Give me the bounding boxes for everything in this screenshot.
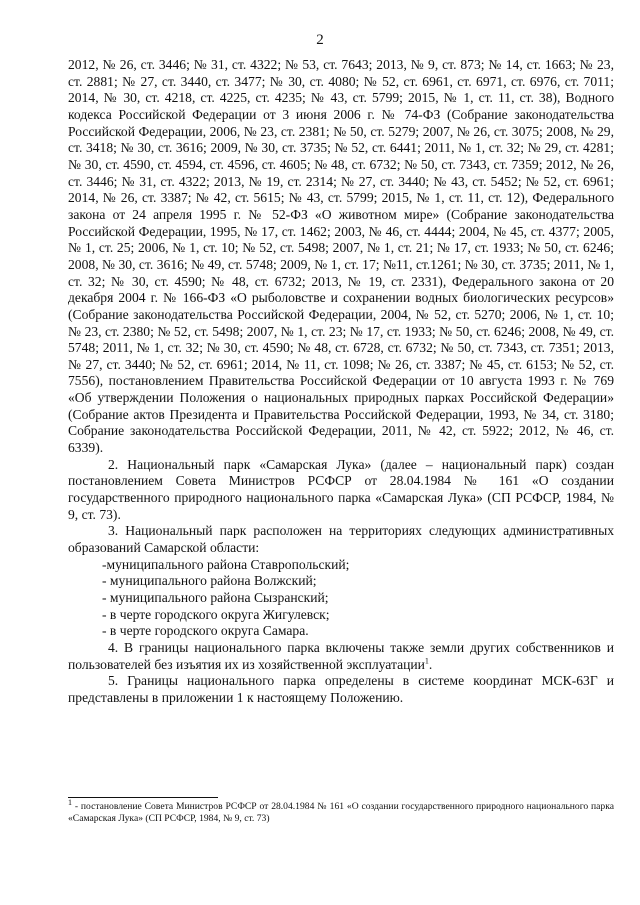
footnote-mark: 1 [68, 797, 72, 807]
paragraph-3: 3. Национальный парк расположен на территориях следующих административных образований Самарской области: [68, 523, 614, 556]
footnote-text: - постановление Совета Министров РСФСР от 28.04.1984 № 161 «О создании государственного природного национального парка «Самарская Лука» (СП РСФСР, 1984, № 9, ст. 73) [68, 801, 614, 825]
list-item: -муниципального района Ставропольский; [102, 556, 350, 572]
list-item: - муниципального района Волжский; [102, 573, 317, 589]
footnote [68, 797, 614, 826]
list-item: - муниципального района Сызранский; [102, 590, 329, 605]
document-body [68, 57, 614, 707]
list-item: - в черте городского округа Жигулевск; [102, 606, 330, 622]
page-number: 2 [316, 32, 324, 48]
footnote-reference: 1 [424, 656, 429, 666]
legal-references-paragraph: 2012, № 26, ст. 3446; № 31, ст. 4322; № 53, ст. 7643; 2013, № 9, ст. 873; № 14, ст. 1663; № 23, ст. 2881; № 27, ст. 3440, ст. 3477; № 30, ст. 4080; № 52, ст. 6961, ст. 6971, ст. 6976, ст. 7011; 2014, № 30, ст. 4218, ст. 4225, ст. 4235; № 43, ст. 5799; 2015, № 1, ст. 11, ст. 38), Водного кодекса Российской Федерации от 3 июня 2006 г. № 74-ФЗ (Собрание законодательства Российской Федерации, 2006, № 23, ст. 2381; № 50, ст. 5279; 2007, № 26, ст. 3075; 2008, № 29, ст. 3418; № 30, ст. 3616; 2009, № 30, ст. 3735; № 52, ст. 6441; 2011, № 1, ст. 32; № 29, ст. 4281; № 30, ст. 4590, ст. 4594, ст. 4596, ст. 4605; № 48, ст. 6732; № 50, ст. 7343, ст. 7359; 2012, № 26, ст. 3446; № 31, ст. 4322; 2013, № 19, ст. 2314; № 27, ст. 3440; № 43, ст. 5452; № 52, ст. 6961; 2014, № 26, ст. 3387; № 42, ст. 5615; № 43, ст. 5799; 2015, № 1, ст. 11, ст. 12), Федерального закона от 24 апреля 1995 г. № 52-ФЗ «О животном мире» (Собрание законодательства Российской Федерации, 1995, № 17, ст. 1462; 2003, № 46, ст. 4444; 2004, № 45, ст. 4377; 2005, № 1, ст. 25; 2006, № 1, ст. 10; № 52, ст. 5498; 2007, № 1, ст. 21; № 17, ст. 1933; № 50, ст. 6246; 2008, № 30, ст. 3616; № 49, ст. 5748; 2009, № 1, ст. 17; №11, ст.1261; № 30, ст. 3735; 2011, № 1, ст. 32; № 30, ст. 4590; № 48, ст. 6732; 2013, № 19, ст. 2331), Федерального закона от 20 декабря 2004 г. № 166-ФЗ «О рыболовстве и сохранении водных биологических ресурсов» (Собрание законодательства Российской Федерации, 2004, № 52, ст. 5270; 2006, № 1, ст. 10; № 23, ст. 2380; № 52, ст. 5498; 2007, № 1, ст. 23; № 17, ст. 1933; № 50, ст. 6246; 2008, № 49, ст. 5748; 2011, № 1, ст. 32; № 30, ст. 4590; № 48, ст. 6728, ст. 6732; № 50, ст. 7343, ст. 7351; 2013, № 27, ст. 3440; № 52, ст. 6961; 2014, № 11, ст. 1098; № 26, ст. 3387; № 45, ст. 6153; № 52, ст. 7556), постановлением Правительства Российской Федерации от 10 августа 1993 г. № 769 «Об утверждении Положения о национальных природных парках Российской Федерации» (Собрание актов Президента и Правительства Российской Федерации, 1993, № 34, ст. 3180; Собрание законодательства Российской Федерации, 2011, № 42, ст. 5922; 2012, № 46, ст. 6339). [68, 57, 614, 456]
paragraph-5: 5. Границы национального парка определены в системе координат МСК-63Г и представлены в приложении 1 к настоящему Положению. [68, 673, 614, 705]
list-item: - в черте городского округа Самара. [102, 623, 309, 639]
paragraph-4 [68, 640, 614, 673]
paragraph-2: 2. Национальный парк «Самарская Лука» (далее – национальный парк) создан постановлением Совета Министров РСФСР от 28.04.1984 № 161 «О создании государственного природного национального парка «Самарская Лука» (СП РСФСР, 1984, № 9, ст. 73). [68, 456, 614, 522]
paragraph-4-text: 4. В границы национального парка включены также земли других собственников и пользователей без изъятия их из хозяйственной эксплуатации [68, 639, 614, 672]
paragraph-4-end: . [428, 656, 433, 672]
footnote-separator [68, 797, 218, 798]
